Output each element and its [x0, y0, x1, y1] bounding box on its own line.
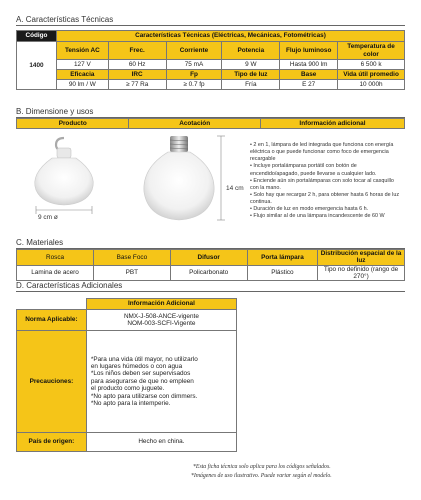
section-b-title: B. Dimensione y usos: [16, 107, 94, 116]
precaution-line: *Los niños deben ser supervisados: [90, 370, 191, 378]
precaution-line: el producto como juguete.: [90, 385, 165, 393]
value-frecuencia: 60 Hz: [108, 60, 166, 70]
header-irc: IRC: [108, 70, 166, 80]
value-fp: ≥ 0.7 fp: [166, 80, 222, 90]
list-item: • Enciende aún sin portalámparas con solo tocar al casquillo con la mano.: [250, 177, 394, 191]
tech-specs-table: [16, 30, 405, 90]
value-base-foco: PBT: [94, 265, 170, 281]
value-tension: 127 V: [56, 60, 108, 70]
header-tipo-luz: Tipo de luz: [222, 70, 280, 80]
value-eficacia: 90 lm / W: [56, 80, 108, 90]
height-label: 14 cm: [226, 185, 244, 192]
precaution-line: para asegurarse de que no empleen: [90, 377, 194, 385]
pais-origen-label: País de origen:: [17, 433, 87, 452]
value-difusor: Policarbonato: [170, 265, 247, 281]
width-label: 9 cm ø: [38, 214, 58, 221]
value-flujo: Hasta 900 lm: [280, 60, 338, 70]
pais-origen-value: Hecho en china.: [86, 433, 236, 452]
header-tension: Tensión AC: [56, 42, 108, 60]
list-item: • Flujo similar al de una lámpara incandescente de 60 W: [250, 213, 385, 220]
norma-line: NOM-003-SCFI-Vigente: [127, 320, 196, 327]
section-c-title: C. Materiales: [16, 238, 64, 247]
value-tipo-luz: Fría: [222, 80, 280, 90]
small-bulb-image: [35, 138, 94, 205]
list-item: • 2 en 1, lámpara de led integrada que funciona con energía eléctrica o que puede funcionar como foco de emergencia recargable: [250, 142, 394, 163]
section-a-title: A. Características Técnicas: [16, 15, 114, 24]
header-flujo: Flujo luminoso: [280, 42, 338, 60]
section-d-title: D. Características Adicionales: [16, 281, 123, 290]
value-porta-lampara: Plástico: [247, 265, 317, 281]
precaution-line: *No apto para la intemperie.: [90, 399, 171, 407]
header-temperatura: Temperatura de color: [338, 42, 405, 60]
value-temperatura: 6 500 k: [338, 60, 405, 70]
precaution-line: en lugares húmedos o con agua: [90, 363, 183, 371]
list-item: • Solo hay que recargar 2 h, para obtener hasta 6 horas de luz continua.: [250, 191, 400, 205]
footnote: *Esta ficha técnica solo aplica para los códigos señalados.: [193, 464, 331, 470]
precauciones-value: [86, 331, 236, 433]
value-rosca: Lamina de acero: [17, 265, 94, 281]
header-base: Base: [280, 70, 338, 80]
value-potencia: 9 W: [222, 60, 280, 70]
precauciones-label: Precauciones:: [17, 331, 87, 433]
norma-value: [86, 310, 236, 331]
header-producto: Producto: [17, 119, 129, 129]
footnote: *Imágenes de uso ilustrativo. Puede variar según el modelo.: [191, 473, 332, 479]
large-bulb-image: [144, 136, 214, 220]
value-base: E 27: [280, 80, 338, 90]
info-bullet-list: [250, 142, 400, 220]
header-potencia: Potencia: [222, 42, 280, 60]
header-porta-lampara: Porta lámpara: [247, 250, 317, 266]
header-info-adicional: Información adicional: [260, 119, 404, 129]
header-frecuencia: Frec.: [108, 42, 166, 60]
list-item: • Incluye portalámparas portátil con botón de encendido/apagado, puede llevarse a cualquier lado.: [250, 163, 377, 177]
header-acotacion: Acotación: [129, 119, 260, 129]
value-vida-util: 10 000h: [338, 80, 405, 90]
header-fp: Fp: [166, 70, 222, 80]
header-base-foco: Base Foco: [94, 250, 170, 266]
norma-line: NMX-J-508-ANCE-vigente: [123, 312, 199, 320]
value-irc: ≥ 77 Ra: [108, 80, 166, 90]
value-corriente: 75 mA: [166, 60, 222, 70]
norma-label: Norma Aplicable:: [17, 310, 87, 331]
header-eficacia: Eficacia: [56, 70, 108, 80]
header-distribucion: Distribución espacial de la luz: [318, 250, 405, 266]
materials-table: [16, 249, 405, 281]
divider: [16, 25, 405, 26]
tech-main-header: Características Técnicas (Eléctricas, Mecánicas, Fotométricas): [56, 31, 404, 42]
header-corriente: Corriente: [166, 42, 222, 60]
additional-info-table: [16, 298, 237, 452]
header-rosca: Rosca: [17, 250, 94, 266]
codigo-label: Código: [17, 31, 57, 42]
header-difusor: Difusor: [170, 250, 247, 266]
header-vida-util: Vida útil promedio: [338, 70, 405, 80]
width-dimension: [36, 206, 92, 214]
height-dimension: [217, 136, 225, 220]
divider: [16, 291, 405, 292]
list-item: • Duración de luz en modo emergencia hasta 6 h.: [250, 206, 369, 213]
precaution-line: *No apto para utilizarse con dimmers.: [90, 392, 198, 400]
value-distribucion: Tipo no definido (rango de 270°): [318, 265, 405, 281]
precaution-line: *Para una vida útil mayor, no utilizarlo: [90, 355, 198, 363]
codigo-value: 1400: [17, 42, 57, 90]
additional-info-header: Información Adicional: [86, 299, 236, 310]
